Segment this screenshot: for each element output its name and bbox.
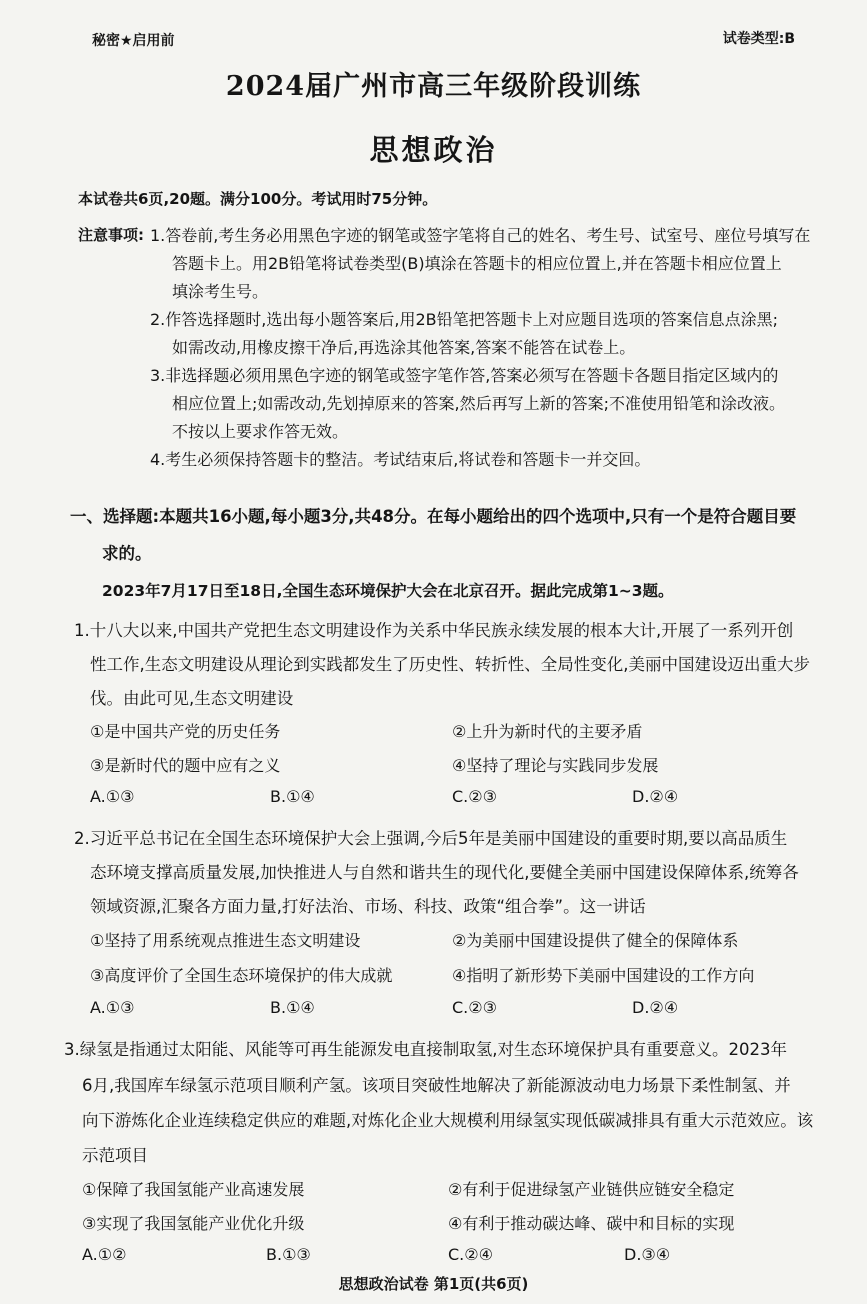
question-3-stem: 向下游炼化企业连续稳定供应的难题,对炼化企业大规模利用绿氢实现低碳减排具有重大示范效应。该 [82,1111,814,1130]
notice-line: 相应位置上;如需改动,先划掉原来的答案,然后再写上新的答案;不准使用铅笔和涂改液。 [172,394,785,413]
question-1-option: ④坚持了理论与实践同步发展 [452,756,659,775]
question-1-stem: 伐。由此可见,生态文明建设 [90,689,294,708]
question-1-answer: D.②④ [632,787,679,806]
secret-label: 秘密★启用前 [92,33,175,49]
question-3-stem: 6月,我国库车绿氢示范项目顺利产氢。该项目突破性地解决了新能源波动电力场景下柔性制氢、并 [82,1076,791,1095]
question-3-stem: 3.绿氢是指通过太阳能、风能等可再生能源发电直接制取氢,对生态环境保护具有重要意义。2023年 [64,1040,787,1059]
question-2-answer: C.②③ [452,998,497,1017]
notice-line: 填涂考生号。 [172,282,269,301]
question-3-answer: B.①③ [266,1245,311,1264]
question-2-stem: 态环境支撑高质量发展,加快推进人与自然和谐共生的现代化,要健全美丽中国建设保障体系,统筹各 [90,863,799,882]
question-2-stem: 领域资源,汇聚各方面力量,打好法治、市场、科技、政策“组合拳”。这一讲话 [90,897,646,916]
question-2-option: ④指明了新形势下美丽中国建设的工作方向 [452,966,755,985]
question-3-option: ④有利于推动碳达峰、碳中和目标的实现 [448,1214,735,1233]
question-2-option: ③高度评价了全国生态环境保护的伟大成就 [90,966,393,985]
notice-line: 答题卡上。用2B铅笔将试卷类型(B)填涂在答题卡的相应位置上,并在答题卡相应位置上 [172,254,782,273]
question-3-option: ①保障了我国氢能产业高速发展 [82,1180,305,1199]
question-2-answer: A.①③ [90,998,135,1017]
subject-title: 思想政治 [369,133,498,167]
question-3-answer: A.①② [82,1245,127,1264]
question-2-answer: B.①④ [270,998,315,1017]
exam-meta: 本试卷共6页,20题。满分100分。考试用时75分钟。 [78,190,438,208]
notice-line: 2.作答选择题时,选出每小题答案后,用2B铅笔把答题卡上对应题目选项的答案信息点涂黑; [150,310,778,329]
notice-line: 4.考生必须保持答题卡的整洁。考试结束后,将试卷和答题卡一并交回。 [150,450,651,469]
question-1-answer: C.②③ [452,787,497,806]
section-heading-cont: 求的。 [102,544,152,563]
question-2-answer: D.②④ [632,998,679,1017]
notice-line: 3.非选择题必须用黑色字迹的钢笔或签字笔作答,答案必须写在答题卡各题目指定区域内的 [150,366,779,385]
paper-type-label: 试卷类型:B [722,31,795,47]
notice-line: 如需改动,用橡皮擦干净后,再选涂其他答案,答案不能答在试卷上。 [172,338,636,357]
question-1-option: ①是中国共产党的历史任务 [90,722,281,741]
section-heading: 一、选择题:本题共16小题,每小题3分,共48分。在每小题给出的四个选项中,只有一个是符合题目要 [70,507,797,526]
page-footer: 思想政治试卷 第1页(共6页) [338,1275,529,1293]
question-1-stem: 1.十八大以来,中国共产党把生态文明建设作为关系中华民族永续发展的根本大计,开展了一系列开创 [74,621,794,640]
question-3-stem: 示范项目 [82,1146,148,1165]
question-3-option: ②有利于促进绿氢产业链供应链安全稳定 [448,1180,735,1199]
exam-title: 2024届广州市高三年级阶段训练 [225,71,642,102]
question-1-answer: B.①④ [270,787,315,806]
material-intro: 2023年7月17日至18日,全国生态环境保护大会在北京召开。据此完成第1~3题。 [102,582,674,600]
question-2-option: ①坚持了用系统观点推进生态文明建设 [90,931,361,950]
notice-line: 1.答卷前,考生务必用黑色字迹的钢笔或签字笔将自己的姓名、考生号、试室号、座位号填写在 [150,226,811,245]
question-2-option: ②为美丽中国建设提供了健全的保障体系 [452,931,739,950]
question-1-stem: 性工作,生态文明建设从理论到实践都发生了历史性、转折性、全局性变化,美丽中国建设迈出重大步 [90,655,810,674]
notice-line: 不按以上要求作答无效。 [172,422,349,441]
question-1-option: ②上升为新时代的主要矛盾 [452,722,643,741]
question-1-answer: A.①③ [90,787,135,806]
question-3-answer: D.③④ [624,1245,671,1264]
question-2-stem: 2.习近平总书记在全国生态环境保护大会上强调,今后5年是美丽中国建设的重要时期,要以高品质生 [74,829,788,848]
question-1-option: ③是新时代的题中应有之义 [90,756,281,775]
question-3-option: ③实现了我国氢能产业优化升级 [82,1214,305,1233]
notice-label: 注意事项: [78,226,144,244]
question-3-answer: C.②④ [448,1245,493,1264]
